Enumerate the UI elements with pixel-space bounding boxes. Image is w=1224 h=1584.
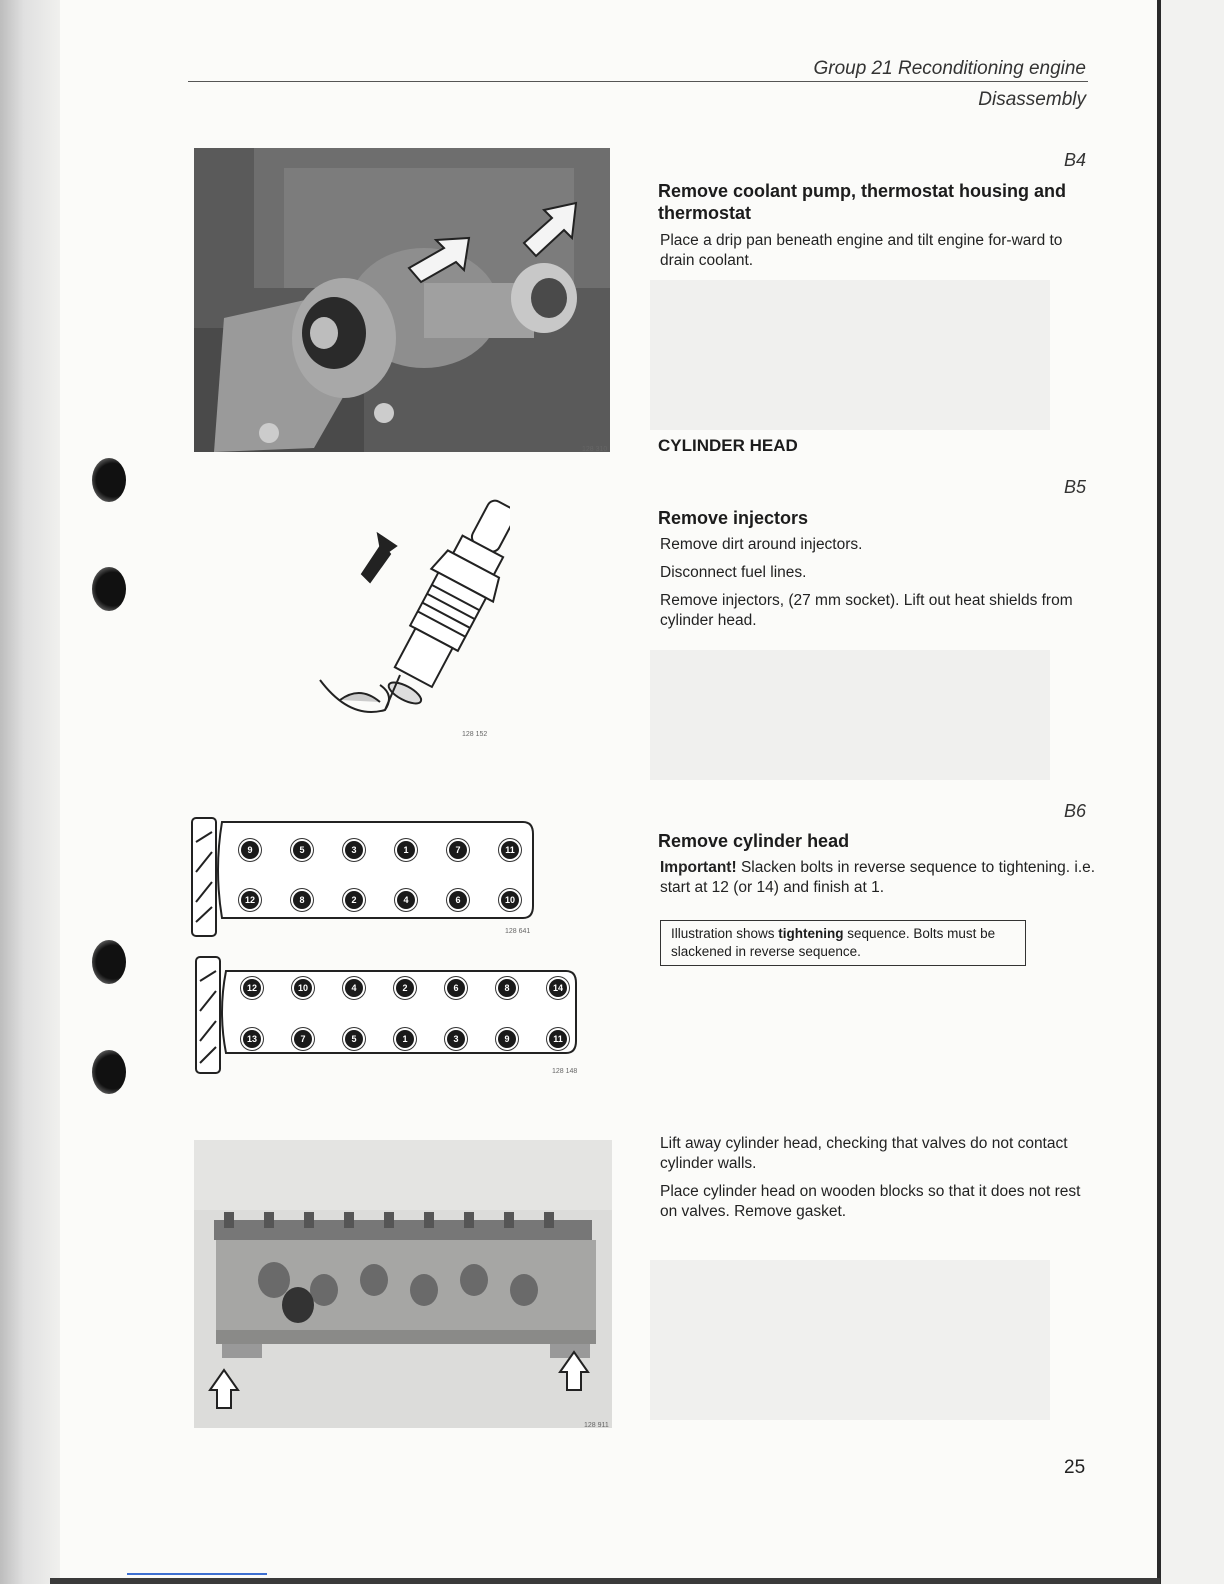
- important-label: Important!: [660, 859, 737, 876]
- show-through: [650, 280, 1050, 430]
- bolt-number: 2: [345, 891, 363, 909]
- bolt-number: 7: [449, 841, 467, 859]
- bolt-number: 11: [501, 841, 519, 859]
- bolt-number: 7: [294, 1030, 312, 1048]
- bolt-number: 8: [293, 891, 311, 909]
- header-rule: [188, 81, 1088, 82]
- bolt-number: 2: [396, 979, 414, 997]
- punch-hole: [92, 1050, 126, 1094]
- injector-drawing: [300, 470, 510, 740]
- punch-hole: [92, 458, 126, 502]
- bolt-number: 10: [294, 979, 312, 997]
- bolt-number: 6: [449, 891, 467, 909]
- figure-caption: 128 911: [584, 1422, 609, 1429]
- bolt-number: 8: [498, 979, 516, 997]
- figure-caption: 128 310: [582, 446, 608, 453]
- step-code: B4: [1063, 150, 1086, 170]
- bolt-number: 9: [498, 1030, 516, 1048]
- bolt-number: 10: [501, 891, 519, 909]
- step-paragraph: Lift away cylinder head, checking that valves do not contact cylinder walls.: [660, 1135, 1068, 1172]
- page-number: 25: [1064, 1457, 1086, 1478]
- bolt-number: 12: [243, 979, 261, 997]
- section-title: Disassembly: [978, 89, 1086, 110]
- step-code: B5: [1063, 477, 1086, 497]
- bolt-number: 13: [243, 1030, 261, 1048]
- important-text: Slacken bolts in reverse sequence to tightening. i.e. start at 12 (or 14) and finish at 1.: [660, 859, 1096, 896]
- step-paragraph: Disconnect fuel lines.: [660, 564, 807, 581]
- bolt-sequence-diagram: [188, 812, 538, 942]
- bolt-number: 1: [396, 1030, 414, 1048]
- bolt-number: 3: [345, 841, 363, 859]
- cylinder-head-photo: [194, 1140, 612, 1428]
- figure-caption: 128 641: [505, 928, 531, 935]
- step-paragraph: Place a drip pan beneath engine and tilt engine for-ward to drain coolant.: [660, 232, 1063, 269]
- punch-hole: [92, 940, 126, 984]
- figure-caption: 128 152: [462, 731, 488, 738]
- bolt-number: 4: [345, 979, 363, 997]
- step-title: Remove injectors: [658, 508, 809, 528]
- step-paragraph: Place cylinder head on wooden blocks so that it does not rest on valves. Remove gasket.: [660, 1183, 1081, 1220]
- bolt-number: 11: [549, 1030, 567, 1048]
- section-heading: CYLINDER HEAD: [658, 436, 798, 455]
- bolt-number: 5: [293, 841, 311, 859]
- bolt-sequence-diagram: [194, 955, 584, 1075]
- figure-caption: 128 148: [552, 1068, 578, 1075]
- step-paragraph: Remove injectors, (27 mm socket). Lift out heat shields from cylinder head.: [660, 592, 1073, 629]
- step-paragraph: [660, 858, 1100, 898]
- punch-hole: [92, 567, 126, 611]
- bolt-number: 12: [241, 891, 259, 909]
- bolt-number: 1: [397, 841, 415, 859]
- step-paragraph: Remove dirt around injectors.: [660, 536, 863, 553]
- note-box: Illustration shows tightening sequence. Bolts must be slackened in reverse sequence.: [660, 920, 1026, 966]
- bolt-number: 14: [549, 979, 567, 997]
- show-through: [650, 1260, 1050, 1420]
- group-title: Group 21 Reconditioning engine: [813, 58, 1086, 79]
- bottom-marker: [127, 1573, 267, 1575]
- bolt-number: 6: [447, 979, 465, 997]
- bolt-number: 4: [397, 891, 415, 909]
- page-bottom-edge: [50, 1578, 1160, 1584]
- show-through: [650, 650, 1050, 780]
- bolt-number: 9: [241, 841, 259, 859]
- step-code: B6: [1063, 801, 1086, 821]
- page-edge: [1157, 0, 1161, 1584]
- bolt-number: 5: [345, 1030, 363, 1048]
- step-title: Remove coolant pump, thermostat housing and thermostat: [658, 181, 1067, 223]
- note-emphasis: tightening: [778, 926, 844, 941]
- bolt-number: 3: [447, 1030, 465, 1048]
- step-title: Remove cylinder head: [658, 831, 850, 851]
- coolant-pump-photo: [194, 148, 610, 452]
- binder-strip: [0, 0, 60, 1584]
